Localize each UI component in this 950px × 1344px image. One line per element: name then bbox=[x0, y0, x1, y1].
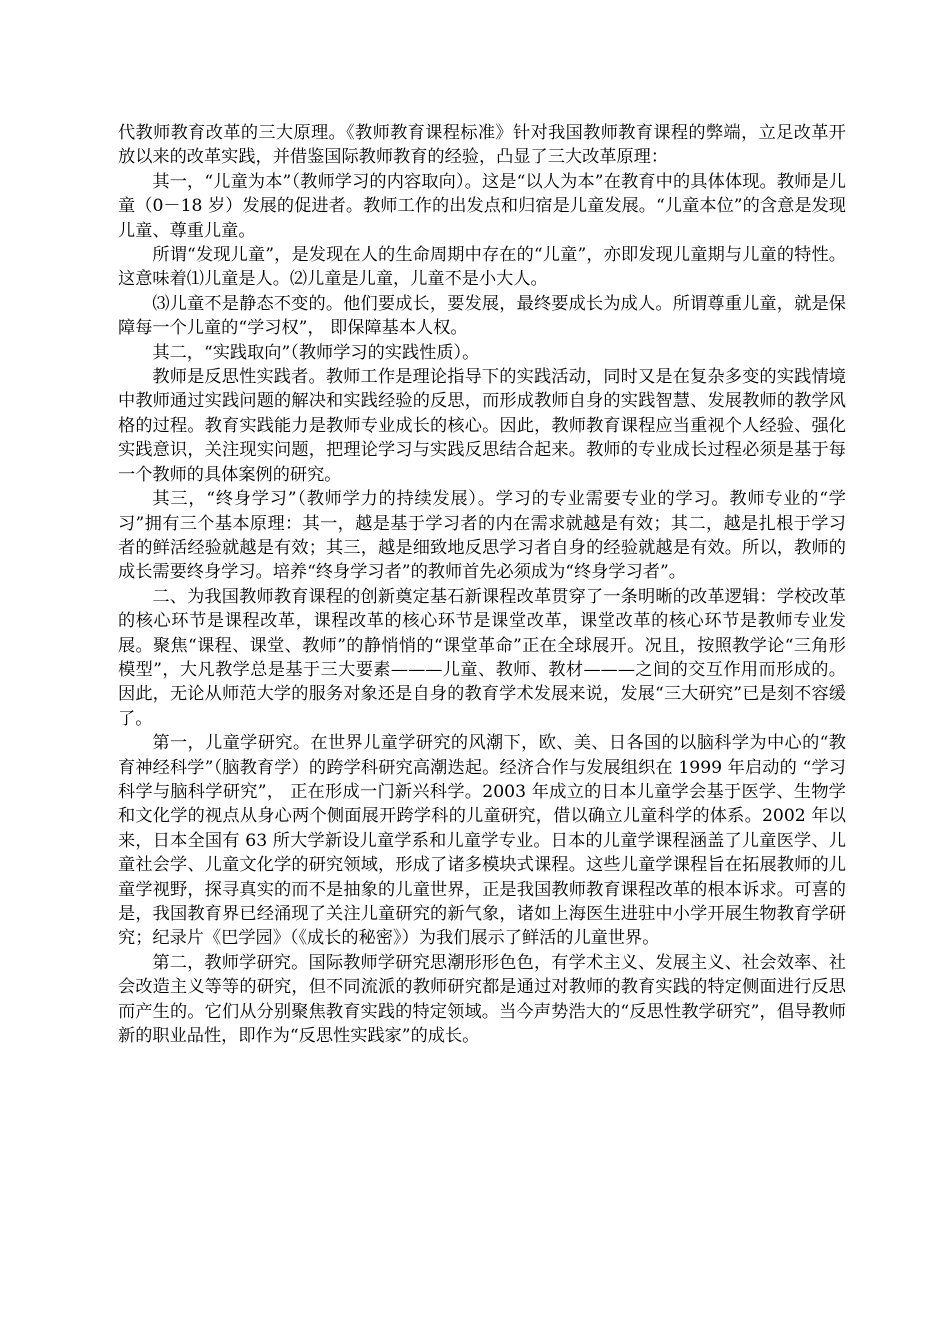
paragraph-discovering-children: 所谓“发现儿童”，是发现在人的生命周期中存在的“儿童”，亦即发现儿童期与儿童的特性。这意味着⑴儿童是人。⑵儿童是儿童，儿童不是小大人。 bbox=[118, 245, 846, 290]
paragraph-section-two: 二、为我国教师教育课程的创新奠定基石新课程改革贯穿了一条明晰的改革逻辑：学校改革的核心环节是课程改革，课程改革的核心环节是课堂改革，课堂改革的核心环节是教师专业发展。聚焦“课程、课堂、教师”的静悄悄的“课堂革命”正在全球展开。况且，按照教学论“三角形模型”，大凡教学总是基于三大要素———儿童、教师、教材———之间的交互作用而形成的。因此，无论从师范大学的服务对象还是自身的教育学术发展来说，发展“三大研究”已是刻不容缓了。 bbox=[118, 586, 846, 729]
paragraph-child-centered: 其一，“儿童为本”（教师学习的内容取向）。这是“以人为本”在教育中的具体体现。教师是儿童（0－18 岁）发展的促进者。教师工作的出发点和归宿是儿童发展。“儿童本位”的含意是发现儿童、尊重儿童。 bbox=[118, 171, 846, 241]
paragraph-intro: 代教师教育改革的三大原理。《教师教育课程标准》针对我国教师教育课程的弊端，立足改革开放以来的改革实践，并借鉴国际教师教育的经验，凸显了三大改革原理： bbox=[118, 123, 846, 168]
paragraph-reflective-practitioner: 教师是反思性实践者。教师工作是理论指导下的实践活动，同时又是在复杂多变的实践情境中教师通过实践问题的解决和实践经验的反思，而形成教师自身的实践智慧、发展教师的教学风格的过程。教育实践能力是教师专业成长的核心。因此，教师教育课程应当重视个人经验、强化实践意识，关注现实问题，把理论学习与实践反思结合起来。教师的专业成长过程必须是基于每一个教师的具体案例的研究。 bbox=[118, 367, 846, 485]
paragraph-child-studies: 第一，儿童学研究。在世界儿童学研究的风潮下，欧、美、日各国的以脑科学为中心的“教育神经科学”（脑教育学）的跨学科研究高潮迭起。经济合作与发展组织在 1999 年启动的 “学习科学与脑科学研究”， 正在形成一门新兴科学。2003 年成立的日本儿童学会基于医学、生物学和文化学的视点从身心两个侧面展开跨学科的儿童研究，借以确立儿童科学的体系。2002 年以来，日本全国有 63 所大学新设儿童学系和儿童学专业。日本的儿童学课程涵盖了儿童医学、儿童社会学、儿童文化学的研究领域，形成了诸多模块式课程。这些儿童学课程旨在拓展教师的儿童学视野，探寻真实的而不是抽象的儿童世界，正是我国教师教育课程改革的根本诉求。可喜的是，我国教育界已经涌现了关注儿童研究的新气象，诸如上海医生进驻中小学开展生物教育学研究；纪录片《巴学园》（《成长的秘密》）为我们展示了鲜活的儿童世界。 bbox=[118, 733, 846, 949]
paragraph-practice-orientation: 其二，“实践取向”（教师学习的实践性质）。 bbox=[152, 342, 480, 363]
paragraph-teacher-studies: 第二，教师学研究。国际教师学研究思潮形形色色，有学术主义、发展主义、社会效率、社会改造主义等等的研究，但不同流派的教师研究都是通过对教师的教育实践的特定侧面进行反思而产生的。它们从分别聚焦教育实践的特定领域。当今声势浩大的“反思性教学研究”，倡导教师新的职业品性，即作为“反思性实践家”的成长。 bbox=[118, 952, 846, 1047]
paragraph-lifelong-learning: 其三，“终身学习”（教师学力的持续发展）。学习的专业需要专业的学习。教师专业的“学习”拥有三个基本原理：其一，越是基于学习者的内在需求就越是有效；其二，越是扎根于学习者的鲜活经验就越是有效；其三，越是细致地反思学习者自身的经验就越是有效。所以，教师的成长需要终身学习。培养“终身学习者”的教师首先必须成为“终身学习者”。 bbox=[118, 489, 846, 583]
paragraph-respecting-children: ⑶儿童不是静态不变的。他们要成长，要发展，最终要成长为成人。所谓尊重儿童，就是保障每一个儿童的“学习权”， 即保障基本人权。 bbox=[118, 293, 846, 339]
document-body bbox=[118, 121, 846, 1048]
